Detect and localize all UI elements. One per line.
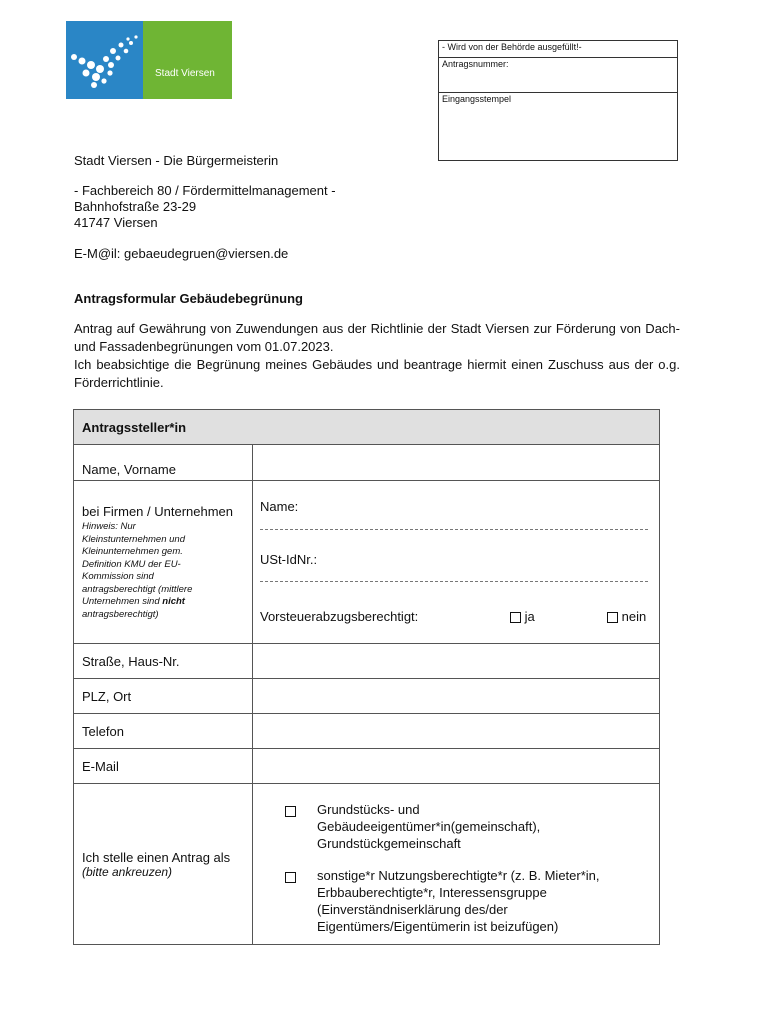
- city-label: PLZ, Ort: [82, 688, 132, 704]
- yes-label: ja: [524, 609, 535, 624]
- owner-checkbox[interactable]: [285, 806, 296, 817]
- input-tax-yes-option[interactable]: [510, 609, 535, 624]
- logo-dots-icon: [66, 21, 143, 99]
- apply-as-hint: (bitte ankreuzen): [82, 864, 173, 879]
- phone-input[interactable]: [253, 714, 660, 749]
- email-label-cell: [74, 749, 253, 784]
- no-checkbox[interactable]: [607, 612, 618, 623]
- no-label: nein: [621, 609, 647, 624]
- apply-as-options-cell: [253, 784, 660, 945]
- application-number-label: Antragsnummer:: [442, 59, 509, 69]
- input-tax-label: Vorsteuerabzugsberechtigt:: [260, 609, 419, 624]
- address-line-3: Bahnhofstraße 23-29: [74, 199, 197, 214]
- intro-paragraph-2: Ich beabsichtige die Begrünung meines Gebäudes und beantrage hiermit einen Zuschuss aus der o.g. Förderrichtlinie.: [74, 357, 680, 390]
- street-label: Straße, Haus-Nr.: [82, 653, 180, 669]
- email-input[interactable]: [253, 749, 660, 784]
- owner-option-line-3: Grundstückgemeinschaft: [317, 836, 461, 851]
- logo-blue-panel: [66, 21, 143, 99]
- email-label: E-Mail: [82, 758, 119, 774]
- owner-option-line-1: Grundstücks- und: [317, 802, 420, 817]
- apply-as-label: Ich stelle einen Antrag als: [82, 849, 231, 865]
- yes-checkbox[interactable]: [510, 612, 521, 623]
- city-input[interactable]: [253, 679, 660, 714]
- city-label-cell: [74, 679, 253, 714]
- applicant-table: [73, 409, 660, 945]
- input-tax-no-option[interactable]: [607, 609, 646, 624]
- company-hint-part-1: Hinweis: Nur Kleinstunternehmen und Kleinunternehmen gem. Definition KMU der EU-Kommission sind antragsberechtigt (mittlere Unternehmen sind: [82, 521, 193, 607]
- company-name-input[interactable]: [260, 529, 648, 530]
- other-user-option-line-2: Erbbauberechtigte*r, Interessensgruppe: [317, 885, 547, 900]
- owner-option-line-2: Gebäudeeigentümer*in(gemeinschaft),: [317, 819, 541, 834]
- logo-green-panel: [143, 21, 232, 99]
- application-number-field: [439, 58, 677, 93]
- name-label-cell: [74, 445, 253, 481]
- apply-as-label-cell: [74, 784, 253, 945]
- name-label: Name, Vorname: [82, 462, 176, 477]
- phone-label: Telefon: [82, 723, 124, 739]
- company-label-cell: [74, 481, 253, 644]
- other-user-option-text: [317, 867, 600, 935]
- vat-input[interactable]: [260, 581, 648, 582]
- other-user-option-line-4: Eigentümers/Eigentümerin ist beizufügen): [317, 919, 559, 934]
- intro-text: [74, 320, 680, 392]
- owner-option-text: [317, 801, 540, 852]
- company-hint: [82, 521, 222, 621]
- logo-text: Stadt Viersen: [155, 68, 215, 79]
- vat-label: USt-IdNr.:: [260, 552, 318, 567]
- company-hint-part-2: antragsberechtigt): [82, 608, 159, 620]
- address-line-2: - Fachbereich 80 / Fördermittelmanagement -: [74, 183, 336, 198]
- applicant-header: Antragssteller*in: [74, 410, 660, 445]
- phone-label-cell: [74, 714, 253, 749]
- authority-box: [438, 40, 678, 161]
- street-input[interactable]: [253, 644, 660, 679]
- stamp-label: Eingangsstempel: [442, 94, 512, 104]
- stamp-field: [439, 93, 677, 161]
- company-details-cell: [253, 481, 660, 644]
- intro-paragraph-1: Antrag auf Gewährung von Zuwendungen aus der Richtlinie der Stadt Viersen zur Förderung von Dach- und Fassadenbegrünungen vom 01.07.2023.: [74, 321, 680, 354]
- address-line-1: Stadt Viersen - Die Bürgermeisterin: [74, 153, 279, 168]
- company-hint-bold: nicht: [162, 596, 185, 607]
- authority-note: - Wird von der Behörde ausgefüllt!-: [439, 41, 677, 58]
- other-user-option-line-1: sonstige*r Nutzungsberechtigte*r (z. B. Mieter*in,: [317, 868, 600, 883]
- company-label: bei Firmen / Unternehmen: [82, 504, 234, 519]
- street-label-cell: [74, 644, 253, 679]
- company-name-label: Name:: [260, 499, 299, 514]
- other-user-option-line-3: (Einverständniserklärung des/der: [317, 902, 508, 917]
- name-input[interactable]: [253, 445, 660, 481]
- form-title: Antragsformular Gebäudebegrünung: [74, 291, 303, 306]
- city-logo: [66, 21, 232, 99]
- other-user-checkbox[interactable]: [285, 872, 296, 883]
- address-line-4: 41747 Viersen: [74, 215, 158, 230]
- address-email: E-M@il: gebaeudegruen@viersen.de: [74, 246, 289, 261]
